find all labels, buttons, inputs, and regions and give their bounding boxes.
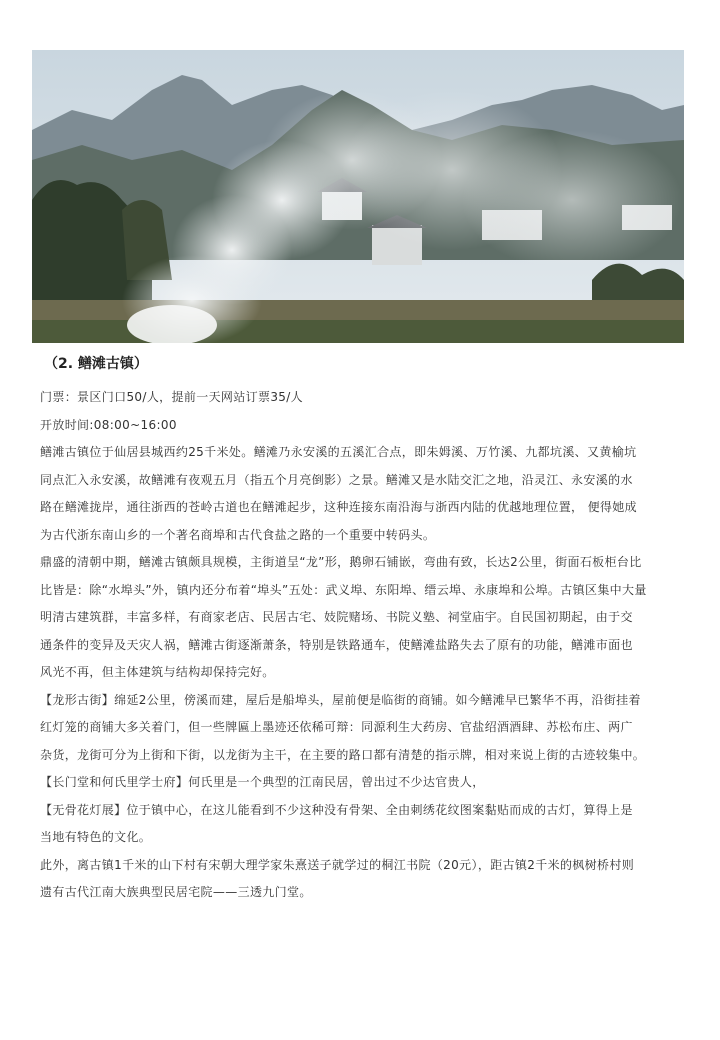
paragraph-line: 明清古建筑群，丰富多样，有商家老店、民居古宅、妓院赌场、书院义塾、祠堂庙宇。自民国初期起，由于交 bbox=[40, 610, 633, 624]
paragraph-line: 杂货，龙街可分为上街和下街，以龙街为主干，在主要的路口都有清楚的指示牌，相对来说上街的古迹较集中。 bbox=[40, 747, 646, 762]
paragraph-line: 比皆是：除“水埠头”外，镇内还分布着“埠头”五处：武义埠、东阳埠、缙云埠、永康埠和公埠。古镇区集中大量 bbox=[40, 582, 647, 597]
paragraph-line: 【龙形古街】绵延2公里，傍溪而建，屋后是船埠头，屋前便是临街的商铺。如今鳝滩早已繁华不再，沿街挂着 bbox=[40, 692, 641, 707]
paragraph-line: 为古代浙东南山乡的一个著名商埠和古代食盐之路的一个重要中转码头。 bbox=[40, 527, 436, 542]
section-title: （2. 鳝滩古镇） bbox=[44, 356, 148, 372]
article-body bbox=[40, 352, 688, 907]
landscape-photo bbox=[32, 50, 684, 343]
paragraph-line: 同点汇入永安溪，故鳝滩有夜观五月（指五个月亮倒影）之景。鳝滩又是水陆交汇之地，沿灵江、永安溪的水 bbox=[40, 472, 633, 487]
paragraph-line: 当地有特色的文化。 bbox=[40, 830, 152, 844]
paragraph-line: 【长门堂和何氏里学士府】何氏里是一个典型的江南民居，曾出过不少达官贵人， bbox=[40, 775, 485, 789]
ticket-info: 门票：景区门口50/人，提前一天网站订票35/人 bbox=[40, 390, 304, 404]
paragraph-line: 红灯笼的商铺大多关着门，但一些牌匾上墨迹还依稀可辩：同源利生大药房、官盐绍酒酒肆、苏松布庄、两广 bbox=[40, 720, 633, 734]
paragraph-line: 鳝滩古镇位于仙居县城西约25千米处。鳝滩乃永安溪的五溪汇合点，即朱姆溪、万竹溪、九都坑溪、又黄榆坑 bbox=[40, 445, 637, 459]
paragraph-line: 路在鳝滩拢岸，通往浙西的苍岭古道也在鳝滩起步，这种连接东南沿海与浙西内陆的优越地理位置， 便得她成 bbox=[40, 500, 637, 514]
paragraph-line: 通条件的变异及天灾人祸，鳝滩古街逐渐萧条，特别是铁路通车，使鳝滩盐路失去了原有的功能，鳝滩市面也 bbox=[40, 637, 633, 652]
paragraph-line: 此外，离古镇1千米的山下村有宋朝大理学家朱熹送子就学过的桐江书院（20元），距古镇2千米的枫树桥村则 bbox=[40, 857, 635, 872]
landscape-illustration bbox=[32, 50, 684, 343]
paragraph-line: 遗有古代江南大族典型民居宅院——三透九门堂。 bbox=[40, 885, 312, 899]
paragraph-line: 风光不再，但主体建筑与结构却保持完好。 bbox=[40, 665, 275, 679]
paragraph-line: 【无骨花灯展】位于镇中心，在这儿能看到不少这种没有骨架、全由刺绣花纹图案黏贴而成的古灯，算得上是 bbox=[40, 802, 633, 817]
paragraph-line: 鼎盛的清朝中期，鳝滩古镇颇具规模，主街道呈“龙”形，鹅卵石铺嵌，弯曲有致，长达2公里，街面石板柜台比 bbox=[40, 555, 642, 569]
opening-hours: 开放时间:08:00~16:00 bbox=[40, 417, 177, 432]
